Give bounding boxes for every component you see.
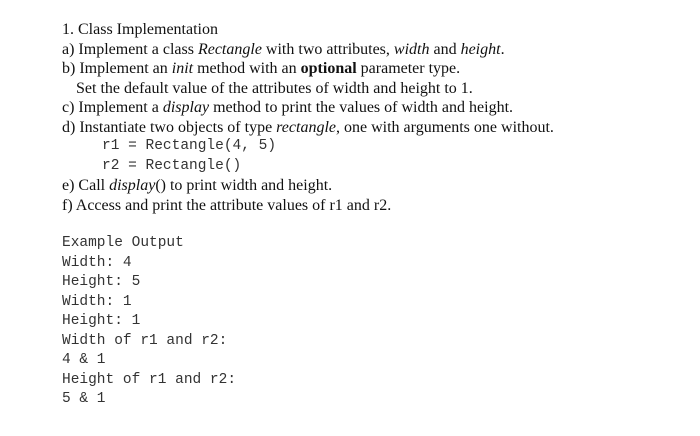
output-line: Height: 5 bbox=[62, 274, 141, 290]
item-c bbox=[62, 98, 682, 118]
item-e-end: () to print width and height. bbox=[155, 177, 333, 194]
item-e bbox=[62, 176, 682, 196]
output-line: Example Output bbox=[62, 235, 184, 251]
code-line: r2 = Rectangle() bbox=[102, 157, 242, 174]
output-line: Height: 1 bbox=[62, 313, 141, 329]
item-a-and: and bbox=[429, 40, 461, 58]
output-line: Height of r1 and r2: bbox=[62, 371, 237, 388]
item-f: f) Access and print the attribute values of r1 and r2. bbox=[62, 196, 392, 214]
item-d-prefix: d) Instantiate two objects of type bbox=[62, 118, 277, 136]
output-line: Width of r1 and r2: bbox=[62, 332, 228, 349]
item-a-attr-height: height bbox=[460, 40, 501, 58]
item-b-keyword: optional bbox=[300, 60, 357, 77]
item-d bbox=[62, 118, 682, 138]
item-e-method: display bbox=[109, 177, 156, 194]
output-line: Width: 1 bbox=[62, 293, 132, 310]
item-b-end: parameter type. bbox=[356, 60, 461, 77]
item-b-prefix: b) Implement an bbox=[62, 60, 172, 77]
output-line: 5 & 1 bbox=[62, 391, 106, 407]
example-output-block bbox=[62, 234, 682, 410]
item-c-method: display bbox=[162, 99, 210, 116]
output-line: Width: 4 bbox=[62, 254, 132, 271]
item-e-prefix: e) Call bbox=[62, 177, 110, 194]
item-b-mid: method with an bbox=[193, 60, 301, 77]
item-a-class-name: Rectangle bbox=[197, 40, 262, 58]
item-a bbox=[62, 40, 682, 60]
output-line: 4 & 1 bbox=[62, 352, 106, 368]
item-a-mid: with two attributes, bbox=[261, 40, 394, 58]
item-a-attr-width: width bbox=[393, 40, 430, 58]
item-a-prefix: a) Implement a class bbox=[62, 40, 198, 58]
item-b bbox=[62, 59, 682, 79]
item-c-prefix: c) Implement a bbox=[62, 99, 163, 116]
item-b-continuation: Set the default value of the attributes of width and height to 1. bbox=[76, 79, 473, 97]
item-a-end: . bbox=[500, 40, 505, 58]
item-d-end: , one with arguments one without. bbox=[336, 118, 554, 136]
assignment-document bbox=[62, 20, 682, 410]
section-heading: 1. Class Implementation bbox=[62, 21, 218, 38]
item-d-type: rectangle bbox=[276, 118, 336, 136]
item-c-end: method to print the values of width and height. bbox=[209, 99, 514, 116]
code-line: r1 = Rectangle(4, 5) bbox=[102, 138, 277, 154]
spacer bbox=[62, 215, 682, 234]
item-b-method: init bbox=[171, 60, 194, 77]
